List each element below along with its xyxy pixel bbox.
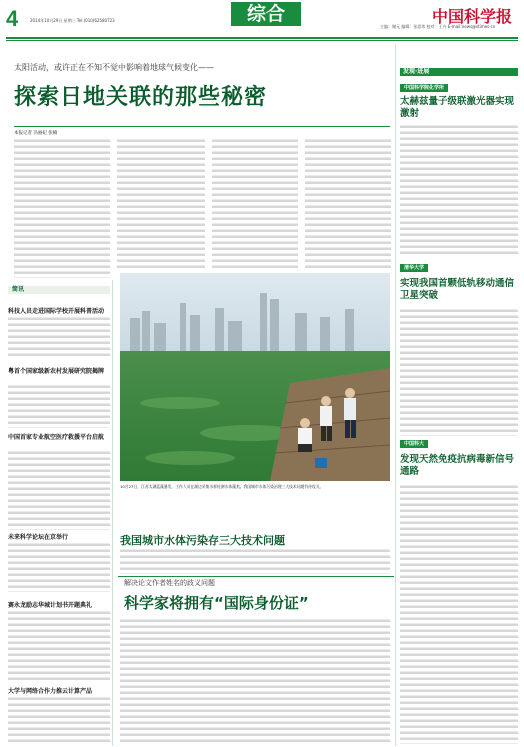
sidebar-body — [400, 124, 518, 256]
sidebar-body — [400, 308, 518, 436]
section-body — [120, 548, 390, 574]
main-kicker: 太阳活动，或许正在不知不觉中影响着地球气候变化—— — [14, 63, 214, 72]
main-byline: 本报记者 冯丽妃 张楠 — [14, 131, 58, 136]
brief-body — [8, 542, 110, 592]
photo-caption: 10月27日，江苏太湖蓝藻暴发，工作人员在湖边采集水样检测水体藻类。我国城市水体污染治理三大技术问题有待攻关。 — [120, 484, 324, 489]
page-header — [0, 0, 524, 40]
headline-divider — [14, 126, 390, 127]
editor-line: 主编：谢元 编辑：张思玮 校对：王卉 E-mail:news@stimes.cn — [380, 24, 496, 29]
brief-body — [8, 610, 110, 680]
date-line: 2014年10月29日 星期三 Tel:(010)62580723 — [30, 18, 115, 23]
page-number: 4 — [6, 6, 19, 31]
brief-title: 中国首家专业航空医疗救援平台启航 — [8, 434, 105, 441]
brief-title: 大学与网络合作力推云计算产品 — [8, 688, 93, 695]
text-column-4 — [305, 138, 391, 268]
lake-photo — [120, 273, 390, 481]
brief-title: 粤首个国家级新农村发展研究院揭牌 — [8, 368, 105, 375]
column-divider — [112, 280, 113, 746]
story-tag: 中国科大 — [400, 440, 428, 448]
brief-body — [8, 696, 110, 744]
sidebar-band: 发现·进展 — [400, 68, 518, 76]
sidebar-body — [400, 484, 518, 744]
brief-body — [8, 316, 110, 356]
brief-title: 科技人员走进国际学校开展科普活动 — [8, 308, 105, 315]
section-title: 综合 — [231, 2, 301, 26]
story-tag: 清华大学 — [400, 264, 428, 272]
brief-title: 未来科学论坛在京举行 — [8, 534, 69, 541]
section-divider — [118, 576, 394, 577]
header-rule-thin — [6, 40, 518, 41]
story-body — [120, 618, 390, 744]
text-column-2 — [117, 138, 205, 268]
main-headline: 探索日地关联的那些秘密 — [14, 85, 268, 110]
newspaper-logo: 中国科学报 — [431, 7, 512, 26]
section-headline: 我国城市水体污染存三大技术问题 — [120, 534, 285, 547]
sidebar-headline: 发现天然免疫抗病毒新信号通路 — [400, 454, 515, 477]
story-kicker: 解决论文作者姓名的歧义问题 — [124, 579, 215, 587]
brief-title: 赛永龙励志华城计划书开题典礼 — [8, 602, 93, 609]
story-headline: 科学家将拥有“国际身份证” — [124, 594, 309, 612]
briefs-label: 简讯 — [8, 286, 110, 294]
sidebar-headline: 太赫兹量子级联激光器实现激射 — [400, 96, 515, 119]
brief-body — [8, 450, 110, 530]
text-column-1 — [14, 138, 110, 278]
header-rule — [6, 37, 518, 39]
story-tag: 中国科学院化学所 — [400, 84, 448, 92]
brief-body — [8, 384, 110, 428]
text-column-3 — [212, 138, 298, 268]
sidebar-headline: 实现我国首颗低轨移动通信卫星突破 — [400, 278, 515, 301]
photo-illustration — [120, 273, 390, 481]
